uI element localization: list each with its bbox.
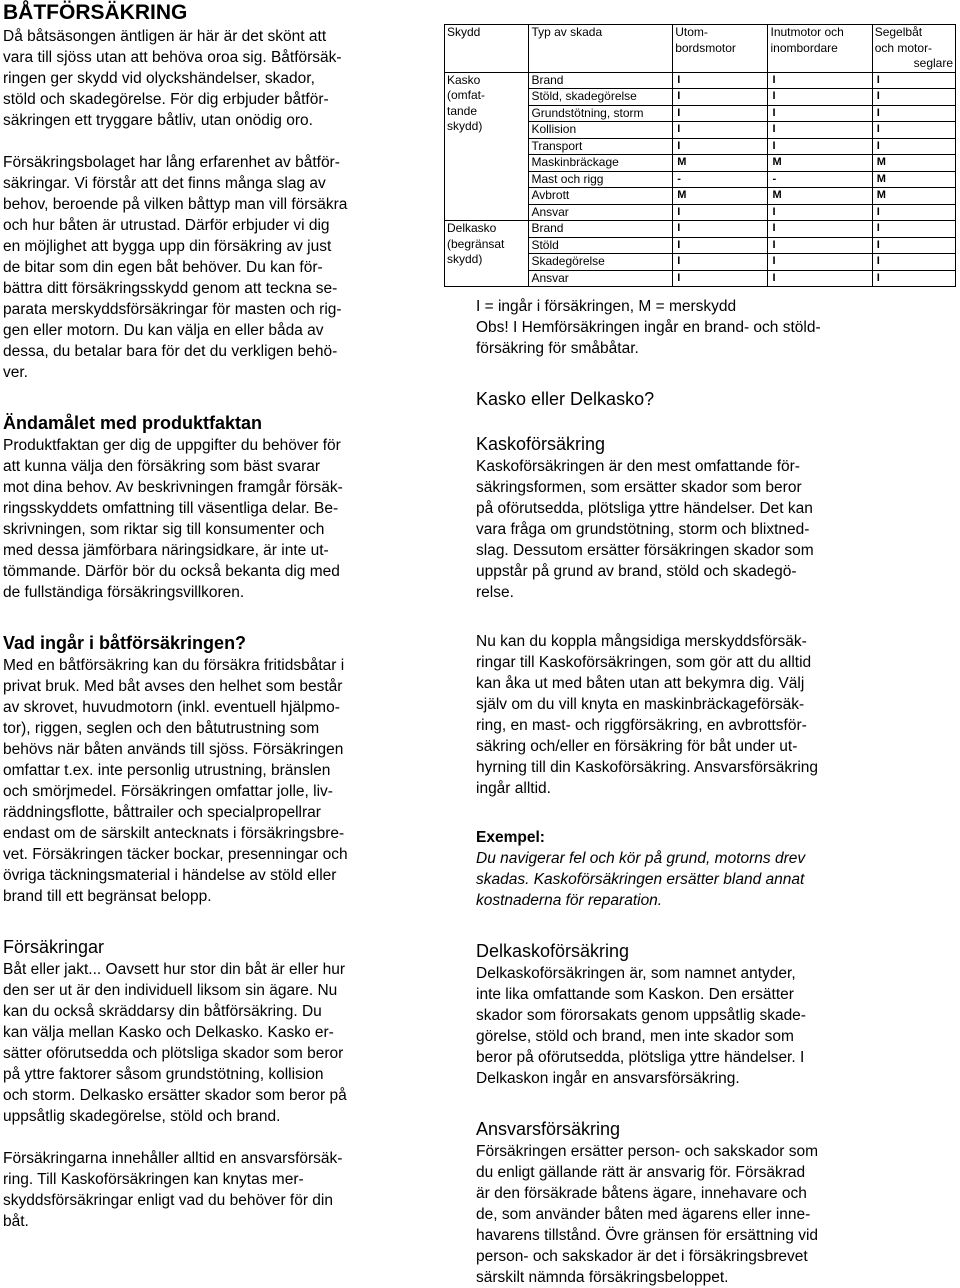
- included-paragraph: [3, 655, 413, 907]
- coverage-table: [444, 24, 956, 287]
- text-line: och smörjmedel. Försäkringen omfattar jolle, liv-: [3, 783, 333, 800]
- purpose-paragraph: [3, 435, 413, 603]
- coverage-cell: M: [768, 188, 872, 205]
- text-line: av skrovet, huvudmotorn (inkl. eventuell hjälpmo-: [3, 699, 340, 716]
- coverage-cell: I: [872, 122, 955, 139]
- damage-type-cell: Kollision: [529, 122, 673, 139]
- text-line: ringen ger skydd vid olyckshändelser, skador,: [3, 70, 315, 87]
- text-line: räddningsflotte, båttrailer och specialpropellrar: [3, 804, 321, 821]
- coverage-cell: I: [872, 237, 955, 254]
- intro-paragraph: [3, 26, 413, 131]
- coverage-cell: -: [768, 171, 872, 188]
- header-skydd: Skydd: [445, 25, 529, 73]
- text-line: uppsåtlig skadegörelse, stöld och brand.: [3, 1108, 281, 1125]
- delkasko-label-cell: Delkasko (begränsat skydd): [445, 221, 529, 287]
- text-line: ingår alltid.: [476, 780, 551, 797]
- text-line: dessa, du betalar bara för det du verkligen behö-: [3, 343, 338, 360]
- coverage-cell: I: [673, 89, 768, 106]
- text-line: Kaskoförsäkringen är den mest omfattande för-: [476, 458, 800, 475]
- text-line: övriga täckningsmaterial i händelse av stöld eller: [3, 867, 337, 884]
- text-line: en möjlighet att bygga upp din försäkring av just: [3, 238, 332, 255]
- coverage-cell: I: [872, 138, 955, 155]
- text-line: den ser ut är den individuell liksom sin ägare. Nu: [3, 982, 338, 999]
- section-heading-purpose: Ändamålet med produktfaktan: [3, 413, 263, 433]
- text-line: slag. Dessutom ersätter försäkringen skador som: [476, 542, 814, 559]
- section-heading-delkasko: Delkaskoförsäkring: [476, 941, 630, 961]
- coverage-cell: I: [768, 270, 872, 287]
- text-line: kan åka ut med båten utan att bekymra dig. Välj: [476, 675, 805, 692]
- coverage-cell: I: [673, 254, 768, 271]
- section-heading-kasko-or-delkasko: Kasko eller Delkasko?: [476, 389, 655, 409]
- table-row: [445, 72, 956, 89]
- text-line: säkringar. Vi förstår att det finns många slag av: [3, 175, 326, 192]
- text-line: kan välja mellan Kasko och Delkasko. Kasko er-: [3, 1024, 334, 1041]
- header-inutmotor: Inutmotor och inombordare: [768, 25, 872, 73]
- coverage-cell: M: [673, 188, 768, 205]
- table-header-row: [445, 25, 956, 73]
- coverage-cell: I: [768, 72, 872, 89]
- text-line: Delkaskon ingår en ansvarsförsäkring.: [476, 1070, 740, 1087]
- text-line: att kunna välja den försäkring som bäst svarar: [3, 458, 321, 475]
- text-line: ver.: [3, 364, 28, 381]
- coverage-cell: I: [872, 105, 955, 122]
- coverage-cell: I: [768, 122, 872, 139]
- header-typ: Typ av skada: [529, 25, 673, 73]
- text-line: de fullständiga försäkringsvillkoren.: [3, 584, 245, 601]
- text-line: endast om de särskilt antecknats i försäkringsbre-: [3, 825, 345, 842]
- text-line: behövs när båten används till sjöss. Försäkringen: [3, 741, 344, 758]
- example-heading: Exempel:: [476, 829, 545, 846]
- damage-type-cell: Stöld: [529, 237, 673, 254]
- text-line: skadas. Kaskoförsäkringen ersätter bland annat: [476, 871, 805, 888]
- damage-type-cell: Avbrott: [529, 188, 673, 205]
- coverage-cell: -: [673, 171, 768, 188]
- coverage-cell: I: [872, 204, 955, 221]
- coverage-cell: I: [872, 221, 955, 238]
- coverage-cell: M: [872, 171, 955, 188]
- text-line: är den försäkrade båtens ägare, innehavare och: [476, 1185, 807, 1202]
- damage-type-cell: Skadegörelse: [529, 254, 673, 271]
- coverage-cell: I: [673, 72, 768, 89]
- text-line: skador som förorsakats genom uppsåtlig skade-: [476, 1007, 806, 1024]
- coverage-cell: I: [768, 221, 872, 238]
- text-line: uppstår på grund av brand, stöld och skadegö-: [476, 563, 797, 580]
- text-line: du enligt gällande rätt är ansvarig för. Försäkrad: [476, 1164, 806, 1181]
- section-heading-included: Vad ingår i båtförsäkringen?: [3, 633, 247, 653]
- legend-line: I = ingår i försäkringen, M = merskydd: [476, 298, 737, 315]
- text-line: Båt eller jakt... Oavsett hur stor din båt är eller hur: [3, 961, 346, 978]
- text-line: ringsskyddets omfattning till väsentliga delar. Be-: [3, 500, 339, 517]
- text-line: vet. Försäkringen täcker bockar, presenningar och: [3, 846, 348, 863]
- text-line: görelse, stöld och brand, men inte skador som: [476, 1028, 794, 1045]
- text-line: de, som använder båten med ägarens eller inne-: [476, 1206, 811, 1223]
- damage-type-cell: Ansvar: [529, 270, 673, 287]
- coverage-cell: I: [673, 221, 768, 238]
- text-line: tömmande. Därför bör du också bekanta dig med: [3, 563, 340, 580]
- text-line: Delkaskoförsäkringen är, som namnet antyder,: [476, 965, 796, 982]
- text-line: själv om du vill knyta en maskinbräckageförsäk-: [476, 696, 805, 713]
- text-line: på yttre faktorer såsom grundstötning, kollision: [3, 1066, 324, 1083]
- page-title: BÅTFÖRSÄKRING: [3, 1, 188, 24]
- damage-type-cell: Mast och rigg: [529, 171, 673, 188]
- kasko-paragraph: [476, 456, 886, 603]
- coverage-cell: I: [768, 105, 872, 122]
- coverage-cell: I: [673, 138, 768, 155]
- coverage-cell: I: [768, 237, 872, 254]
- text-line: säkringsformen, som ersätter skador som beror: [476, 479, 802, 496]
- text-line: ringar till Kaskoförsäkringen, som gör att du alltid: [476, 654, 812, 671]
- text-line: Produktfaktan ger dig de uppgifter du behöver för: [3, 437, 341, 454]
- text-line: Försäkringen ersätter person- och sakskador som: [476, 1143, 819, 1160]
- example-paragraph: [476, 848, 886, 911]
- text-line: vara fråga om grundstötning, storm och blixtned-: [476, 521, 810, 538]
- kasko-extras-paragraph: [476, 631, 886, 799]
- text-line: hyrning till din Kaskoförsäkring. Ansvarsförsäkring: [476, 759, 819, 776]
- text-line: gen eller motorn. Du kan välja en eller båda av: [3, 322, 324, 339]
- kasko-label-cell: Kasko (omfat- tande skydd): [445, 72, 529, 221]
- header-segelbat: Segelbåt och motor- seglare: [872, 25, 955, 73]
- section-heading-kasko: Kaskoförsäkring: [476, 434, 606, 454]
- text-line: brand till ett begränsat belopp.: [3, 888, 212, 905]
- text-line: säkring och/eller en försäkring för båt under ut-: [476, 738, 798, 755]
- section-heading-insurances: Försäkringar: [3, 937, 105, 957]
- text-line: privat bruk. Med båt avses den helhet som består: [3, 678, 343, 695]
- coverage-cell: M: [673, 155, 768, 172]
- coverage-cell: I: [673, 237, 768, 254]
- section-heading-ansvar: Ansvarsförsäkring: [476, 1119, 621, 1139]
- text-line: stöld och skadegörelse. För dig erbjuder båtför-: [3, 91, 329, 108]
- text-line: beror på oförutsedda, plötsliga yttre händelser. I: [476, 1049, 805, 1066]
- text-line: Försäkringarna innehåller alltid en ansvarsförsäk-: [3, 1150, 343, 1167]
- text-line: säkringen ett tryggare båtliv, utan onödig oro.: [3, 112, 313, 129]
- text-line: inte lika omfattande som Kaskon. Den ersätter: [476, 986, 794, 1003]
- text-line: behov, beroende på vilken båttyp man vill försäkra: [3, 196, 348, 213]
- table-legend: [476, 296, 886, 359]
- damage-type-cell: Transport: [529, 138, 673, 155]
- right-column: [476, 296, 886, 1288]
- text-line: Du navigerar fel och kör på grund, motorns drev: [476, 850, 806, 867]
- coverage-cell: I: [872, 254, 955, 271]
- text-line: de bitar som din egen båt behöver. Du kan för-: [3, 259, 323, 276]
- text-line: och storm. Delkasko ersätter skador som beror på: [3, 1087, 347, 1104]
- text-line: båt.: [3, 1213, 29, 1230]
- text-line: mot dina behov. Av beskrivningen framgår försäk-: [3, 479, 343, 496]
- coverage-cell: I: [768, 254, 872, 271]
- text-line: Nu kan du koppla mångsidiga merskyddsförsäk-: [476, 633, 807, 650]
- text-line: ring. Till Kaskoförsäkringen kan knytas mer-: [3, 1171, 304, 1188]
- damage-type-cell: Brand: [529, 72, 673, 89]
- coverage-cell: I: [673, 105, 768, 122]
- damage-type-cell: Grundstötning, storm: [529, 105, 673, 122]
- text-line: särskilt nämnda försäkringsbeloppet.: [476, 1269, 729, 1286]
- coverage-cell: I: [673, 204, 768, 221]
- coverage-cell: M: [768, 155, 872, 172]
- coverage-cell: I: [673, 270, 768, 287]
- damage-type-cell: Ansvar: [529, 204, 673, 221]
- left-column: [3, 0, 413, 1232]
- text-line: Med en båtförsäkring kan du försäkra fritidsbåtar i: [3, 657, 345, 674]
- header-utombordsmotor: Utom- bordsmotor: [673, 25, 768, 73]
- text-line: kostnaderna för reparation.: [476, 892, 663, 909]
- text-line: Försäkringsbolaget har lång erfarenhet av båtför-: [3, 154, 340, 171]
- text-line: Då båtsäsongen äntligen är här är det skönt att: [3, 28, 327, 45]
- coverage-cell: M: [872, 155, 955, 172]
- text-line: omfattar t.ex. inte personlig utrustning, bränslen: [3, 762, 331, 779]
- text-line: tor), riggen, seglen och den båtutrustning som: [3, 720, 320, 737]
- damage-type-cell: Brand: [529, 221, 673, 238]
- text-line: person- och sakskador är det i försäkringsbrevet: [476, 1248, 808, 1265]
- text-line: kan du också skräddarsy din båtförsäkring. Du: [3, 1003, 322, 1020]
- text-line: och hur båten är utrustad. Därför erbjuder vi dig: [3, 217, 330, 234]
- text-line: vara till sjöss utan att behöva oroa sig. Båtförsäk-: [3, 49, 342, 66]
- text-line: ring, en mast- och riggförsäkring, en avbrottsför-: [476, 717, 807, 734]
- coverage-cell: I: [872, 89, 955, 106]
- legend-note: Obs! I Hemförsäkringen ingår en brand- och stöld-: [476, 319, 821, 336]
- text-line: relse.: [476, 584, 514, 601]
- damage-type-cell: Maskinbräckage: [529, 155, 673, 172]
- text-line: parata merskyddsförsäkringar för masten och rig-: [3, 301, 342, 318]
- coverage-cell: M: [872, 188, 955, 205]
- coverage-cell: I: [872, 270, 955, 287]
- experience-paragraph: [3, 152, 413, 383]
- insurances-paragraph: [3, 959, 413, 1127]
- text-line: på oförutsedda, plötsliga yttre händelser. Det kan: [476, 500, 813, 517]
- coverage-cell: I: [768, 89, 872, 106]
- liability-paragraph: [3, 1148, 413, 1232]
- text-line: havarens tillstånd. Övre gränsen för ersättning vid: [476, 1227, 819, 1244]
- delkasko-paragraph: [476, 963, 886, 1089]
- text-line: skrivningen, som riktar sig till konsumenter och: [3, 521, 325, 538]
- legend-note: försäkring för småbåtar.: [476, 340, 639, 357]
- coverage-cell: I: [768, 138, 872, 155]
- text-line: sätter oförutsedda och plötsliga skador som beror: [3, 1045, 344, 1062]
- text-line: skyddsförsäkringar enligt vad du behöver för din: [3, 1192, 333, 1209]
- coverage-cell: I: [768, 204, 872, 221]
- text-line: med dessa jämförbara näringsidkare, är inte ut-: [3, 542, 329, 559]
- damage-type-cell: Stöld, skadegörelse: [529, 89, 673, 106]
- table-row: [445, 221, 956, 238]
- coverage-cell: I: [673, 122, 768, 139]
- coverage-cell: I: [872, 72, 955, 89]
- text-line: bättra ditt försäkringsskydd genom att teckna se-: [3, 280, 338, 297]
- ansvar-paragraph: [476, 1141, 886, 1288]
